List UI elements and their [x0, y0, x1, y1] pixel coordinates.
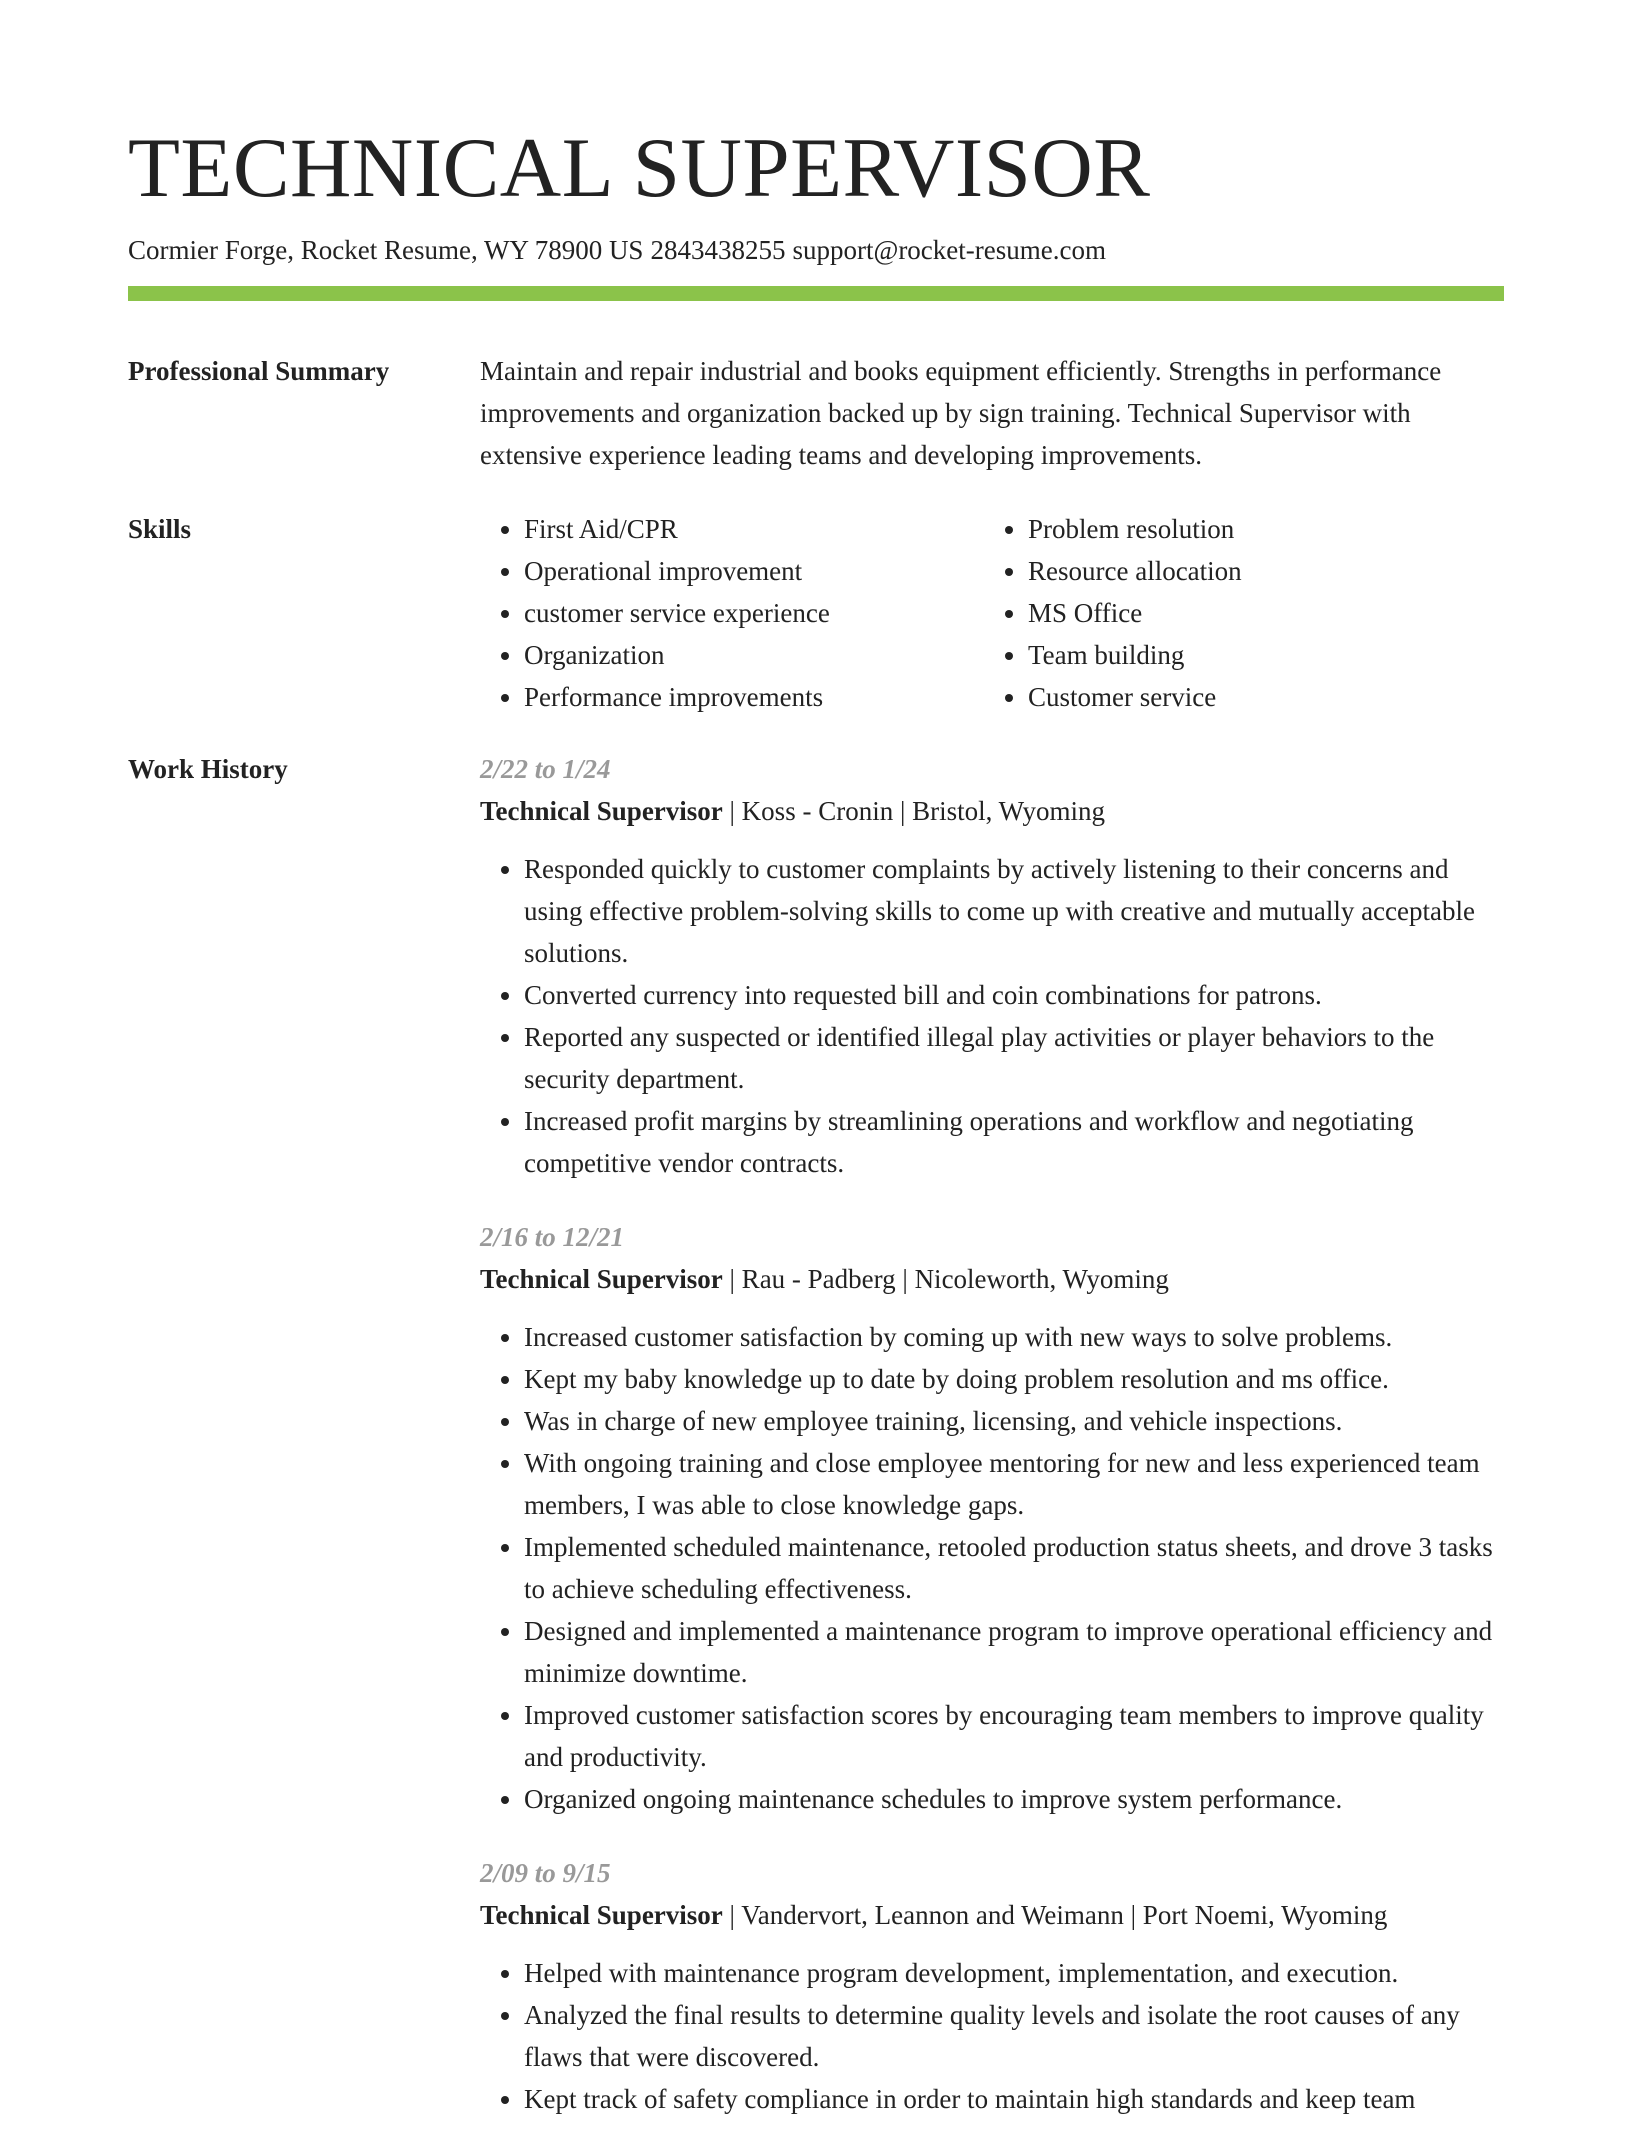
- header-divider: [128, 286, 1504, 301]
- contact-address: Cormier Forge, Rocket Resume, WY 78900 US: [128, 235, 644, 265]
- skills-label: Skills: [128, 514, 192, 544]
- job-dates: 2/16 to 12/21: [480, 1222, 625, 1252]
- job-bullet: • Reported any suspected or identified illegal play activities or player behaviors to the security department.: [524, 1016, 1504, 1100]
- job-employer-location: | Rau - Padberg | Nicoleworth, Wyoming: [722, 1264, 1169, 1294]
- contact-line: [128, 232, 1106, 268]
- skill-item: • customer service experience: [524, 592, 984, 634]
- job-employer-location: | Vandervort, Leannon and Weimann | Port Noemi, Wyoming: [722, 1900, 1388, 1930]
- job-bullet: • Increased profit margins by streamlining operations and workflow and negotiating competitive vendor contracts.: [524, 1100, 1504, 1184]
- job-bullet: • Organized ongoing maintenance schedules to improve system performance.: [524, 1778, 1504, 1820]
- job-entry: [480, 1216, 1504, 1820]
- job-bullet: • Designed and implemented a maintenance program to improve operational efficiency and minimize downtime.: [524, 1610, 1504, 1694]
- job-dates: 2/09 to 9/15: [480, 1858, 611, 1888]
- job-bullet: • Was in charge of new employee training, licensing, and vehicle inspections.: [524, 1400, 1504, 1442]
- skill-item: • MS Office: [1028, 592, 1488, 634]
- work-history-label: Work History: [128, 754, 288, 784]
- job-heading: [480, 1258, 1504, 1300]
- summary-label: Professional Summary: [128, 356, 390, 386]
- skill-item: • Team building: [1028, 634, 1488, 676]
- contact-email: support@rocket-resume.com: [792, 235, 1106, 265]
- work-history-section: [480, 748, 1504, 2152]
- skills-list-right: [984, 508, 1488, 718]
- skills-section: [480, 508, 1504, 718]
- job-dates: 2/22 to 1/24: [480, 754, 611, 784]
- skill-item: • Resource allocation: [1028, 550, 1488, 592]
- skill-item: • Customer service: [1028, 676, 1488, 718]
- job-bullet: • Analyzed the final results to determine quality levels and isolate the root causes of any flaws that were discovered.: [524, 1994, 1504, 2078]
- summary-text: Maintain and repair industrial and books equipment efficiently. Strengths in performance improvements and organization backed up by sign training. Technical Supervisor with extensive experience leading teams and developing improvements.: [480, 356, 1442, 470]
- job-bullet: • Responded quickly to customer complaints by actively listening to their concerns and using effective problem-solving skills to come up with creative and mutually acceptable solutions.: [524, 848, 1504, 974]
- job-title: Technical Supervisor: [480, 1264, 723, 1294]
- job-bullet: • Kept my baby knowledge up to date by doing problem resolution and ms office.: [524, 1358, 1504, 1400]
- job-bullet-list: [480, 1316, 1504, 1820]
- job-entry: [480, 748, 1504, 1184]
- job-heading: [480, 790, 1504, 832]
- skill-item: • Organization: [524, 634, 984, 676]
- job-bullet: • Implemented scheduled maintenance, retooled production status sheets, and drove 3 tasks to achieve scheduling effectiveness.: [524, 1526, 1504, 1610]
- job-entry: [480, 1852, 1504, 2120]
- skill-item: • Operational improvement: [524, 550, 984, 592]
- job-bullet: • Improved customer satisfaction scores by encouraging team members to improve quality and productivity.: [524, 1694, 1504, 1778]
- skills-list-left: [480, 508, 984, 718]
- skill-item: • Problem resolution: [1028, 508, 1488, 550]
- job-bullet: • Helped with maintenance program development, implementation, and execution.: [524, 1952, 1504, 1994]
- skill-item: • First Aid/CPR: [524, 508, 984, 550]
- job-bullet: • With ongoing training and close employee mentoring for new and less experienced team members, I was able to close knowledge gaps.: [524, 1442, 1504, 1526]
- contact-phone: 2843438255: [650, 235, 786, 265]
- summary-section: [480, 350, 1504, 476]
- job-title: Technical Supervisor: [480, 796, 723, 826]
- job-bullet: • Converted currency into requested bill and coin combinations for patrons.: [524, 974, 1504, 1016]
- job-employer-location: | Koss - Cronin | Bristol, Wyoming: [722, 796, 1105, 826]
- job-title: Technical Supervisor: [480, 1900, 723, 1930]
- skill-item: • Performance improvements: [524, 676, 984, 718]
- job-bullet-list: [480, 848, 1504, 1184]
- resume-title: TECHNICAL SUPERVISOR: [128, 121, 1151, 215]
- job-heading: [480, 1894, 1504, 1936]
- job-bullet: • Kept track of safety compliance in order to maintain high standards and keep team: [524, 2078, 1504, 2120]
- job-bullet: • Increased customer satisfaction by coming up with new ways to solve problems.: [524, 1316, 1504, 1358]
- job-bullet-list: [480, 1952, 1504, 2120]
